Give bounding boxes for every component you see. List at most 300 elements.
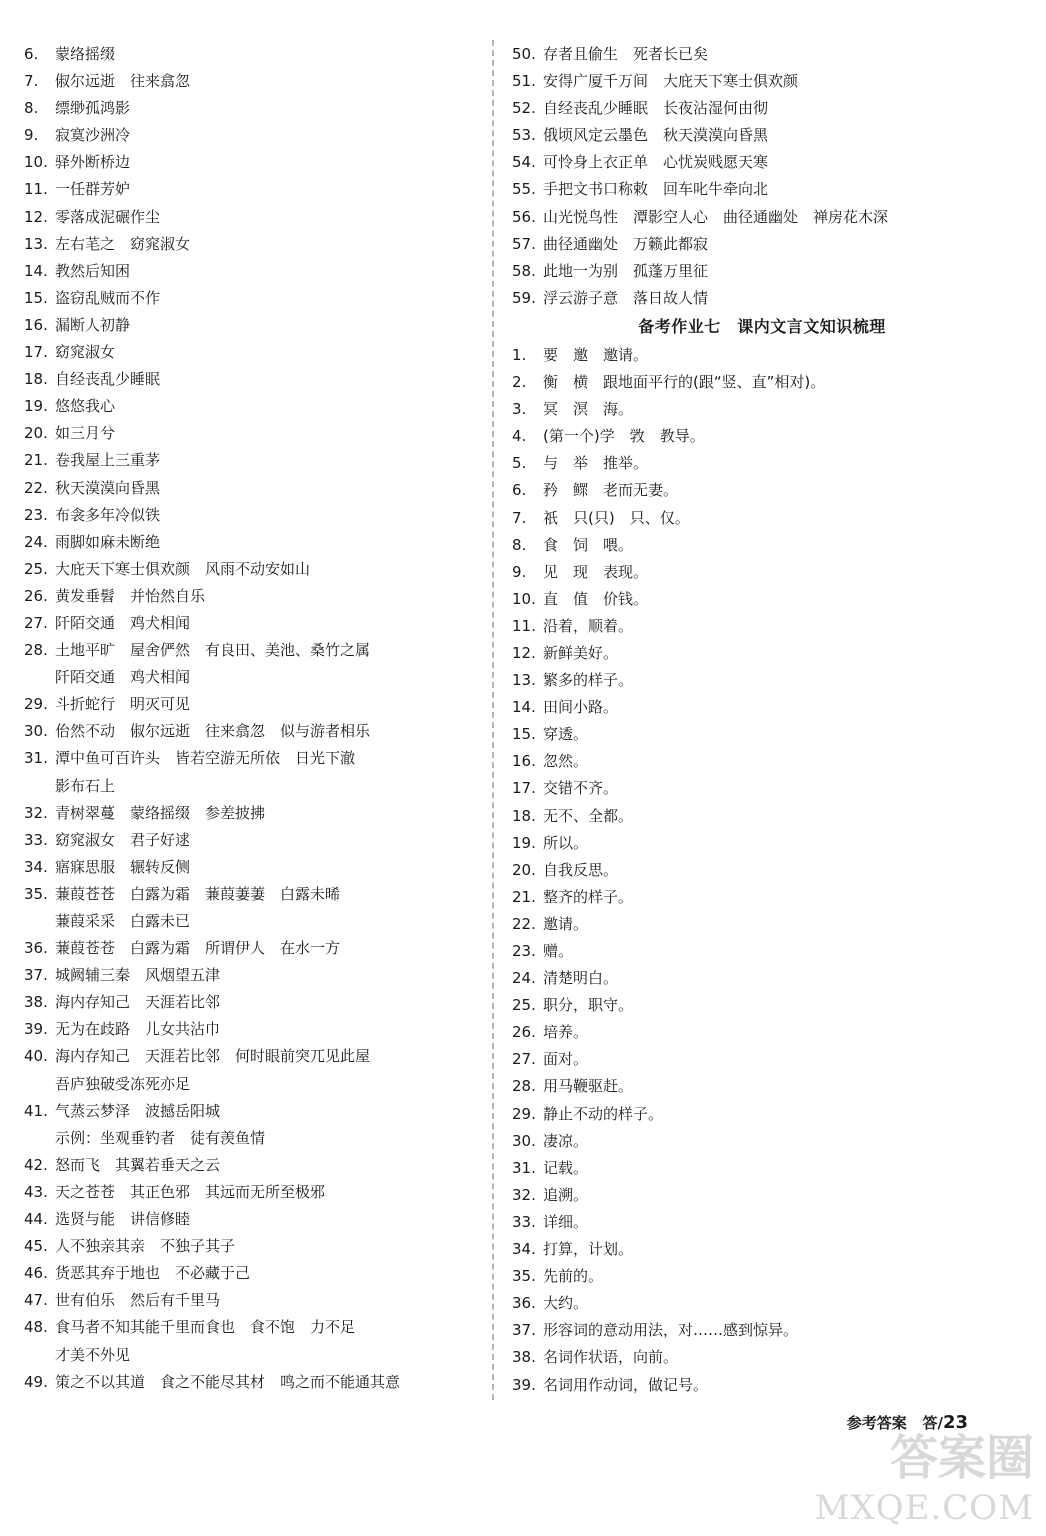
item-text: 食马者不知其能千里而食也 食不饱 力不足 (55, 1318, 356, 1337)
item-number: 14. (512, 698, 536, 717)
item-text: 见 现 表现。 (543, 562, 649, 581)
list-item (512, 122, 1012, 149)
item-text: 缥缈孤鸿影 (55, 99, 131, 118)
list-item (24, 800, 484, 827)
item-number: 16. (24, 315, 48, 334)
item-text: 祇 只(只) 只、仅。 (543, 508, 690, 527)
item-number: 23. (24, 505, 48, 524)
list-item (512, 176, 1012, 203)
item-number: 19. (512, 833, 536, 852)
list-item (24, 285, 484, 312)
item-text: 气蒸云梦泽 波撼岳阳城 (55, 1101, 221, 1120)
item-text: 天之苍苍 其正色邪 其远而无所至极邪 (55, 1182, 326, 1201)
item-number: 53. (512, 126, 536, 145)
item-text: 繁多的样子。 (543, 671, 634, 690)
item-text: 蒹葭采采 白露未已 (55, 912, 191, 930)
list-item (24, 366, 484, 393)
item-text: 食 饲 喂。 (543, 535, 634, 554)
classical-chinese-answers-list (512, 342, 1012, 1399)
item-number: 38. (512, 1348, 536, 1367)
item-number: 15. (24, 288, 48, 307)
item-number: 46. (24, 1264, 48, 1283)
item-number: 8. (24, 99, 39, 118)
item-number: 31. (24, 749, 48, 768)
item-text: 静止不动的样子。 (543, 1104, 664, 1123)
item-text: 寤寐思服 辗转反侧 (55, 857, 191, 876)
item-text: 漏断人初静 (55, 315, 131, 334)
item-number: 12. (512, 643, 536, 662)
item-number: 47. (24, 1291, 48, 1310)
item-number: 52. (512, 99, 536, 118)
item-text: 选贤与能 讲信修睦 (55, 1210, 191, 1229)
item-text: 衡 横 跟地面平行的(跟“竖、直”相对)。 (543, 373, 826, 392)
item-number: 28. (24, 641, 48, 660)
list-item (24, 664, 484, 691)
list-item (512, 396, 1012, 423)
item-text: 直 值 价钱。 (543, 589, 649, 608)
list-item (512, 1155, 1012, 1182)
list-item (512, 667, 1012, 694)
item-number: 13. (24, 234, 48, 253)
item-number: 5. (512, 454, 527, 473)
list-item (512, 369, 1012, 396)
item-number: 29. (512, 1104, 536, 1123)
list-item (24, 1016, 484, 1043)
item-text: 盗窃乱贼而不作 (55, 288, 161, 307)
item-text: 名词用作动词，做记号。 (543, 1375, 709, 1394)
list-item (512, 285, 1012, 312)
section-heading: 备考作业七 课内文言文知识梳理 (638, 316, 886, 336)
list-item (24, 502, 484, 529)
item-number: 4. (512, 427, 527, 446)
item-number: 6. (512, 481, 527, 500)
item-number: 10. (24, 153, 48, 172)
list-item (24, 1314, 484, 1341)
list-item (512, 1182, 1012, 1209)
item-text: 斗折蛇行 明灭可见 (55, 695, 191, 714)
item-text: 青树翠蔓 蒙络摇缀 参差披拂 (55, 803, 266, 822)
list-item (24, 1260, 484, 1287)
item-text: 大庇天下寒士俱欢颜 风雨不动安如山 (55, 559, 311, 578)
item-number: 29. (24, 695, 48, 714)
item-text: 安得广厦千万间 大庇天下寒士俱欢颜 (543, 72, 799, 91)
item-text: 策之不以其道 食之不能尽其材 鸣之而不能通其意 (55, 1372, 401, 1391)
item-number: 15. (512, 725, 536, 744)
item-number: 30. (512, 1131, 536, 1150)
list-item (24, 1233, 484, 1260)
item-number: 21. (512, 887, 536, 906)
item-text: 整齐的样子。 (543, 887, 634, 906)
item-number: 45. (24, 1237, 48, 1256)
list-item (512, 748, 1012, 775)
list-item (512, 1101, 1012, 1128)
list-item (24, 827, 484, 854)
list-item (512, 342, 1012, 369)
item-number: 50. (512, 45, 536, 63)
list-item (512, 586, 1012, 613)
item-text: 秋天漠漠向昏黑 (55, 478, 161, 497)
item-number: 56. (512, 207, 536, 226)
item-number: 12. (24, 207, 48, 226)
item-number: 17. (512, 779, 536, 798)
list-item (24, 1043, 484, 1070)
item-number: 3. (512, 400, 527, 419)
item-number: 7. (24, 72, 39, 91)
list-item (512, 721, 1012, 748)
item-text: 自经丧乱少睡眠 长夜沾湿何由彻 (543, 99, 769, 118)
item-text: 潭中鱼可百许头 皆若空游无所依 日光下澈 (55, 749, 356, 768)
page-number: 23 (942, 1412, 968, 1433)
list-item (24, 447, 484, 474)
list-item (24, 339, 484, 366)
list-item (24, 231, 484, 258)
item-number: 21. (24, 451, 48, 470)
item-number: 58. (512, 261, 536, 280)
list-item (512, 450, 1012, 477)
list-item (24, 962, 484, 989)
item-number: 42. (24, 1155, 48, 1174)
item-number: 35. (512, 1267, 536, 1286)
list-item (512, 1209, 1012, 1236)
list-item (24, 1287, 484, 1314)
list-item (512, 505, 1012, 532)
list-item (512, 911, 1012, 938)
item-number: 25. (512, 996, 536, 1015)
item-text: 存者且偷生 死者长已矣 (543, 45, 709, 63)
watermark-site: MXQE.COM (814, 1488, 1034, 1528)
item-text: 面对。 (543, 1050, 589, 1069)
item-number: 19. (24, 397, 48, 416)
item-number: 23. (512, 942, 536, 960)
item-number: 28. (512, 1077, 536, 1096)
item-number: 20. (512, 860, 536, 879)
item-number: 32. (24, 803, 48, 822)
item-text: 阡陌交通 鸡犬相闻 (55, 613, 191, 632)
list-item (24, 935, 484, 962)
item-text: 海内存知己 天涯若比邻 何时眼前突兀见此屋 (55, 1047, 371, 1066)
watermark-logo (815, 1419, 1034, 1528)
list-item (24, 637, 484, 664)
list-item (512, 258, 1012, 285)
item-number: 14. (24, 261, 48, 280)
column-divider (492, 40, 494, 1400)
item-text: 田间小路。 (543, 698, 619, 717)
item-text: 追溯。 (543, 1185, 589, 1204)
item-number: 48. (24, 1318, 48, 1337)
item-text: 寂寞沙洲冷 (55, 126, 131, 145)
item-number: 8. (512, 535, 527, 554)
item-text: 忽然。 (543, 752, 589, 771)
item-text: 布衾多年冷似铁 (55, 505, 161, 524)
item-text: 示例：坐观垂钓者 徒有羡鱼情 (55, 1128, 266, 1147)
list-item (512, 775, 1012, 802)
item-number: 24. (24, 532, 48, 551)
item-number: 17. (24, 343, 48, 362)
list-item (24, 420, 484, 447)
list-item (512, 803, 1012, 830)
list-item (512, 1019, 1012, 1046)
item-number: 39. (512, 1375, 536, 1394)
list-item (24, 176, 484, 203)
list-item (24, 989, 484, 1016)
item-text: 无为在歧路 儿女共沾巾 (55, 1020, 221, 1039)
item-number: 54. (512, 153, 536, 172)
item-text: 要 邀 邀请。 (543, 345, 649, 364)
list-item (24, 773, 484, 800)
list-item (24, 691, 484, 718)
list-item (24, 718, 484, 745)
item-text: 详细。 (543, 1212, 589, 1231)
list-item (24, 149, 484, 176)
item-text: 自经丧乱少睡眠 (55, 370, 161, 389)
item-text: 吾庐独破受冻死亦足 (55, 1074, 191, 1093)
list-item (24, 854, 484, 881)
item-text: 职分，职守。 (543, 996, 634, 1015)
list-item (512, 1073, 1012, 1100)
item-text: 形容词的意动用法，对……感到惊异。 (543, 1321, 799, 1340)
list-item (24, 1369, 484, 1396)
item-number: 26. (24, 586, 48, 605)
item-number: 36. (24, 939, 48, 958)
item-number: 55. (512, 180, 536, 199)
list-item (512, 477, 1012, 504)
item-text: 穿透。 (543, 725, 589, 744)
item-number: 49. (24, 1372, 48, 1391)
list-item (24, 881, 484, 908)
item-text: 所以。 (543, 833, 589, 852)
item-number: 25. (24, 559, 48, 578)
item-text: 蒹葭苍苍 白露为霜 蒹葭萋萋 白露未晞 (55, 884, 341, 903)
list-item (512, 884, 1012, 911)
list-item (24, 556, 484, 583)
list-item (512, 694, 1012, 721)
item-number: 11. (512, 616, 536, 635)
list-item (512, 613, 1012, 640)
list-item (24, 95, 484, 122)
item-number: 9. (24, 126, 39, 145)
item-number: 31. (512, 1158, 536, 1177)
item-text: 左右芼之 窈窕淑女 (55, 234, 191, 253)
item-number: 20. (24, 424, 48, 443)
list-item (24, 610, 484, 637)
item-number: 34. (512, 1240, 536, 1259)
item-number: 36. (512, 1294, 536, 1313)
item-text: 培养。 (543, 1023, 589, 1042)
item-number: 10. (512, 589, 536, 608)
item-text: 山光悦鸟性 潭影空人心 曲径通幽处 禅房花木深 (543, 207, 889, 226)
footer-label: 参考答案 (846, 1414, 907, 1432)
item-text: 悠悠我心 (55, 397, 116, 416)
item-number: 38. (24, 993, 48, 1012)
item-text: 佁然不动 俶尔远逝 往来翕忽 似与游者相乐 (55, 722, 371, 741)
list-item (24, 745, 484, 772)
list-item (512, 1236, 1012, 1263)
item-number: 11. (24, 180, 48, 199)
item-text: 浮云游子意 落日故人情 (543, 288, 709, 307)
item-text: 阡陌交通 鸡犬相闻 (55, 668, 191, 687)
item-number: 40. (24, 1047, 48, 1066)
list-item (24, 1179, 484, 1206)
list-item (512, 532, 1012, 559)
item-number: 44. (24, 1210, 48, 1229)
list-item (24, 393, 484, 420)
item-text: 如三月兮 (55, 424, 116, 443)
list-item (24, 1125, 484, 1152)
item-number: 13. (512, 671, 536, 690)
item-text: 怒而飞 其翼若垂天之云 (55, 1155, 221, 1174)
list-item (512, 1046, 1012, 1073)
item-text: (第一个)学 敩 教导。 (543, 427, 705, 446)
list-item (24, 1206, 484, 1233)
list-item (512, 857, 1012, 884)
item-text: 大约。 (543, 1294, 589, 1313)
item-number: 6. (24, 45, 39, 63)
item-text: 自我反思。 (543, 860, 619, 879)
item-number: 27. (24, 613, 48, 632)
item-text: 无不、全都。 (543, 806, 634, 825)
item-number: 27. (512, 1050, 536, 1069)
list-item (24, 204, 484, 231)
item-number: 59. (512, 288, 536, 307)
item-number: 18. (512, 806, 536, 825)
item-text: 货恶其弃于地也 不必藏于己 (55, 1264, 251, 1283)
list-item (24, 122, 484, 149)
list-item (24, 1152, 484, 1179)
list-item (24, 529, 484, 556)
item-text: 此地一为别 孤蓬万里征 (543, 261, 709, 280)
item-text: 影布石上 (55, 776, 116, 795)
list-item (24, 312, 484, 339)
list-item (24, 1071, 484, 1098)
item-number: 37. (512, 1321, 536, 1340)
list-item (512, 640, 1012, 667)
item-number: 57. (512, 234, 536, 253)
item-text: 矜 鳏 老而无妻。 (543, 481, 679, 500)
item-number: 41. (24, 1101, 48, 1120)
list-item (512, 149, 1012, 176)
item-text: 才美不外见 (55, 1345, 131, 1364)
item-number: 32. (512, 1185, 536, 1204)
item-text: 教然后知困 (55, 261, 131, 280)
item-text: 沿着，顺着。 (543, 616, 634, 635)
list-item (512, 1290, 1012, 1317)
item-text: 冥 溟 海。 (543, 400, 634, 419)
list-item (24, 1098, 484, 1125)
list-item (512, 1372, 1012, 1399)
list-item (512, 1317, 1012, 1344)
item-text: 可怜身上衣正单 心忧炭贱愿天寒 (543, 153, 769, 172)
item-text: 赠。 (543, 942, 574, 960)
item-text: 窈窕淑女 (55, 343, 116, 362)
item-text: 凄凉。 (543, 1131, 589, 1150)
list-item (512, 1128, 1012, 1155)
list-item (512, 204, 1012, 231)
item-text: 零落成泥碾作尘 (55, 207, 161, 226)
item-number: 22. (24, 478, 48, 497)
item-text: 交错不齐。 (543, 779, 619, 798)
left-column (24, 41, 484, 1396)
item-text: 清楚明白。 (543, 969, 619, 988)
list-item (512, 965, 1012, 992)
item-number: 9. (512, 562, 527, 581)
watermark-logo-text: 答案圈 (889, 1430, 1034, 1486)
item-number: 37. (24, 966, 48, 985)
item-text: 打算，计划。 (543, 1240, 634, 1259)
item-text: 先前的。 (543, 1267, 604, 1286)
item-number: 39. (24, 1020, 48, 1039)
item-number: 24. (512, 969, 536, 988)
list-item (24, 1342, 484, 1369)
item-text: 蒹葭苍苍 白露为霜 所谓伊人 在水一方 (55, 939, 341, 958)
item-text: 城阙辅三秦 风烟望五津 (55, 966, 221, 985)
item-text: 记载。 (543, 1158, 589, 1177)
page-footer (847, 1412, 968, 1433)
item-number: 18. (24, 370, 48, 389)
list-item (512, 938, 1012, 965)
list-item (24, 41, 484, 68)
list-item (24, 908, 484, 935)
list-item (512, 423, 1012, 450)
list-item (512, 992, 1012, 1019)
item-number: 33. (512, 1212, 536, 1231)
item-text: 与 举 推举。 (543, 454, 649, 473)
item-number: 2. (512, 373, 527, 392)
item-text: 俶尔远逝 往来翕忽 (55, 72, 191, 91)
item-text: 世有伯乐 然后有千里马 (55, 1291, 221, 1310)
list-item (512, 231, 1012, 258)
item-number: 51. (512, 72, 536, 91)
item-text: 土地平旷 屋舍俨然 有良田、美池、桑竹之属 (55, 641, 371, 660)
item-number: 34. (24, 857, 48, 876)
list-item (24, 68, 484, 95)
list-item (512, 830, 1012, 857)
list-item (512, 68, 1012, 95)
item-text: 黄发垂髫 并怡然自乐 (55, 586, 206, 605)
item-text: 邀请。 (543, 914, 589, 933)
item-text: 海内存知己 天涯若比邻 (55, 993, 221, 1012)
list-item (24, 475, 484, 502)
right-column (512, 41, 1012, 1399)
list-item (512, 1263, 1012, 1290)
item-number: 35. (24, 884, 48, 903)
item-text: 窈窕淑女 君子好逑 (55, 830, 191, 849)
item-text: 手把文书口称敕 回车叱牛牵向北 (543, 180, 769, 199)
list-item (512, 559, 1012, 586)
item-text: 雨脚如麻未断绝 (55, 532, 161, 551)
list-item (512, 41, 1012, 68)
item-text: 一任群芳妒 (55, 180, 131, 199)
item-text: 人不独亲其亲 不独子其子 (55, 1237, 236, 1256)
item-text: 蒙络摇缀 (55, 45, 116, 63)
list-item (24, 258, 484, 285)
item-text: 新鲜美好。 (543, 643, 619, 662)
item-number: 33. (24, 830, 48, 849)
footer-prefix: 答/ (922, 1414, 943, 1432)
list-item (512, 1344, 1012, 1371)
item-number: 7. (512, 508, 527, 527)
item-number: 16. (512, 752, 536, 771)
item-text: 名词作状语，向前。 (543, 1348, 679, 1367)
item-number: 22. (512, 914, 536, 933)
item-text: 用马鞭驱赶。 (543, 1077, 634, 1096)
item-text: 卷我屋上三重茅 (55, 451, 161, 470)
item-number: 1. (512, 345, 527, 364)
item-text: 曲径通幽处 万籁此都寂 (543, 234, 709, 253)
list-item (512, 95, 1012, 122)
item-number: 43. (24, 1182, 48, 1201)
item-text: 俄顷风定云墨色 秋天漠漠向昏黑 (543, 126, 769, 145)
list-item (24, 583, 484, 610)
